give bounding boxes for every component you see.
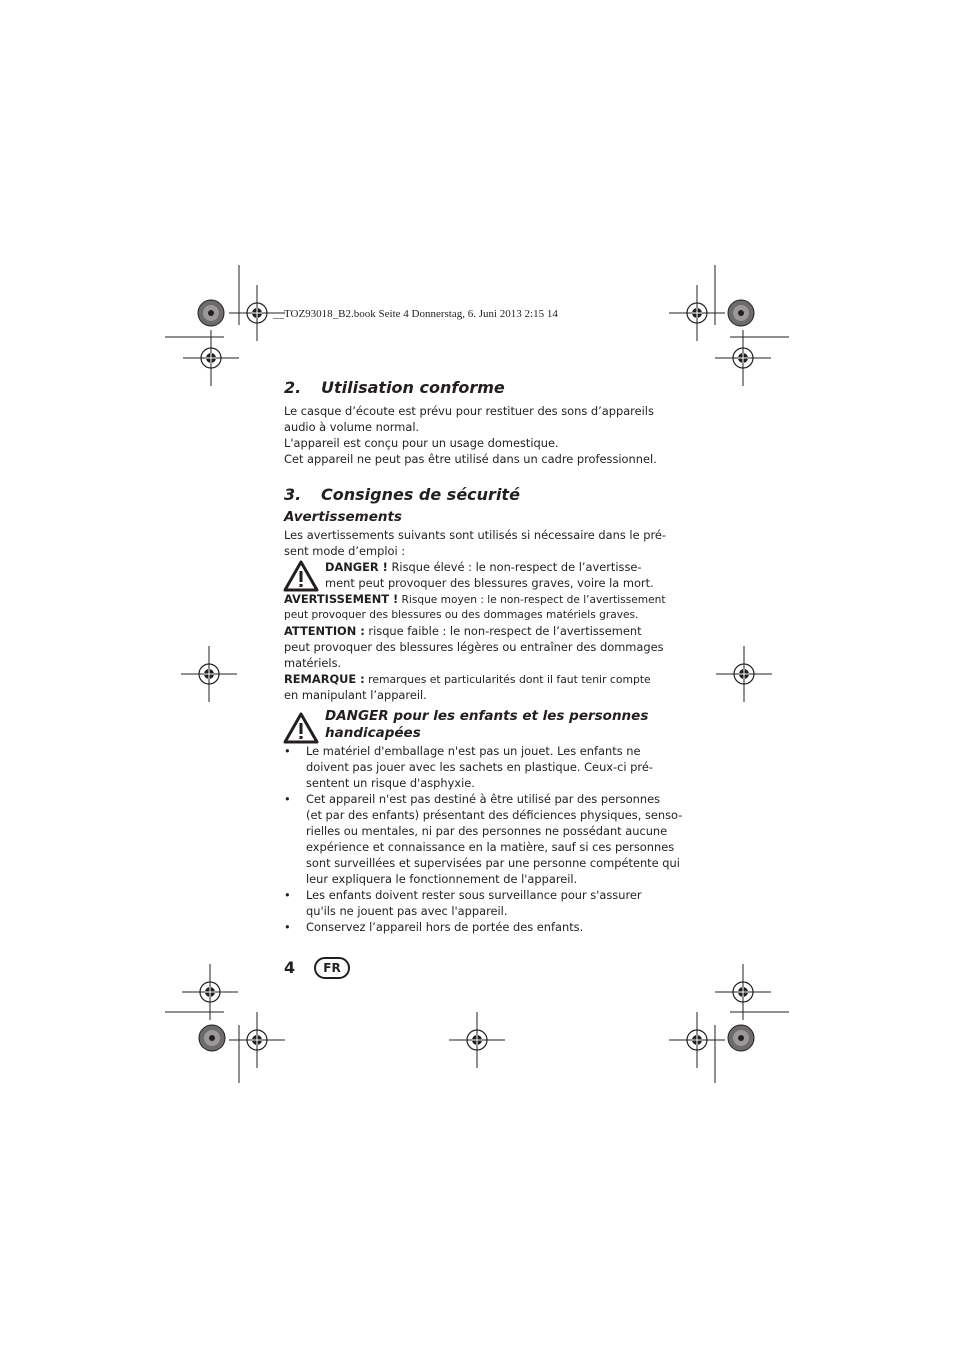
attention-label: ATTENTION : [284,624,365,638]
language-badge: FR [314,957,350,979]
bullet-line: rielles ou mentales, ni par des personnes ne possédant aucune [306,824,668,838]
attention-text: risque faible : le non-respect de l’avertissement [364,624,642,638]
bullet-line: sentent un risque d'asphyxie. [306,776,475,790]
danger-text-cont: ment peut provoquer des blessures graves, voire la mort. [325,576,654,590]
registration-mark-icon [183,330,239,386]
avertissement-text-cont: peut provoquer des blessures ou des dommages matériels graves. [284,609,639,621]
danger-line [325,559,642,575]
bullet-icon: • [284,744,291,758]
color-wheel-icon [728,1025,754,1051]
section-2-line: audio à volume normal. [284,420,420,434]
color-wheel-icon [198,300,224,326]
danger-children-title: DANGER pour les enfants et les personnes [325,708,649,724]
section-3-heading [284,485,520,504]
danger-children-title: handicapées [325,725,421,741]
remarque-label: REMARQUE : [284,672,365,686]
registration-mark-icon [716,646,772,702]
print-file-info: __TOZ93018_B2.book Seite 4 Donnerstag, 6. Juni 2013 2:15 14 [273,308,558,320]
color-wheel-icon [199,1025,225,1051]
section-2-line: L'appareil est conçu pour un usage domestique. [284,436,559,450]
color-wheel-icon [728,300,754,326]
section-2-line: Cet appareil ne peut pas être utilisé dans un cadre professionnel. [284,452,657,466]
bullet-icon: • [284,792,291,806]
section-2-heading [284,378,505,397]
avertissement-line [284,591,666,608]
danger-label: DANGER ! [325,560,388,574]
section-2-line: Le casque d’écoute est prévu pour restituer des sons d’appareils [284,404,654,418]
attention-text-cont: peut provoquer des blessures légères ou entraîner des dommages [284,640,664,654]
warnings-intro-line: sent mode d’emploi : [284,544,406,558]
registration-mark-icon [669,1012,725,1068]
danger-text: Risque élevé : le non-respect de l’avertisse- [387,560,642,574]
section-2-title: Utilisation conforme [321,378,505,397]
section-3-title: Consignes de sécurité [321,485,520,504]
bullet-line: Le matériel d'emballage n'est pas un jouet. Les enfants ne [306,744,641,758]
bullet-line: expérience et connaissance en la matière, sauf si ces personnes [306,840,675,854]
warnings-intro-line: Les avertissements suivants sont utilisés si nécessaire dans le pré- [284,528,666,542]
registration-mark-icon [181,646,237,702]
bullet-line: leur expliquera le fonctionnement de l'appareil. [306,872,578,886]
bullet-icon: • [284,888,291,902]
bullet-line: Les enfants doivent rester sous surveillance pour s'assurer [306,888,642,902]
attention-text-cont: matériels. [284,656,342,670]
avertissement-text: Risque moyen : le non-respect de l’avertissement [398,594,666,606]
remarque-text: remarques et particularités dont il faut tenir compte [364,673,651,686]
bullet-icon: • [284,920,291,934]
bullet-line: Cet appareil n'est pas destiné à être utilisé par des personnes [306,792,661,806]
warning-triangle-icon [283,712,319,744]
remarque-text-cont: en manipulant l’appareil. [284,688,427,702]
section-3-number: 3. [284,485,302,504]
registration-mark-icon [449,1012,505,1068]
page-number: 4 [284,958,296,977]
bullet-line: Conservez l’appareil hors de portée des enfants. [306,920,584,934]
section-2-number: 2. [284,378,302,397]
bullet-line: qu'ils ne jouent pas avec l'appareil. [306,904,508,918]
bullet-line: (et par des enfants) présentant des déficiences physiques, senso- [306,808,683,822]
registration-mark-icon [669,285,725,341]
warning-triangle-icon [283,560,319,592]
avertissement-label: AVERTISSEMENT ! [284,592,399,606]
attention-line [284,623,642,639]
registration-mark-icon [229,1012,285,1068]
warnings-subtitle: Avertissements [284,509,402,525]
remarque-line [284,671,651,688]
bullet-line: doivent pas jouer avec les sachets en plastique. Ceux-ci pré- [306,760,653,774]
bullet-line: sont surveillées et supervisées par une personne compétente qui [306,856,680,870]
registration-mark-icon [715,330,771,386]
